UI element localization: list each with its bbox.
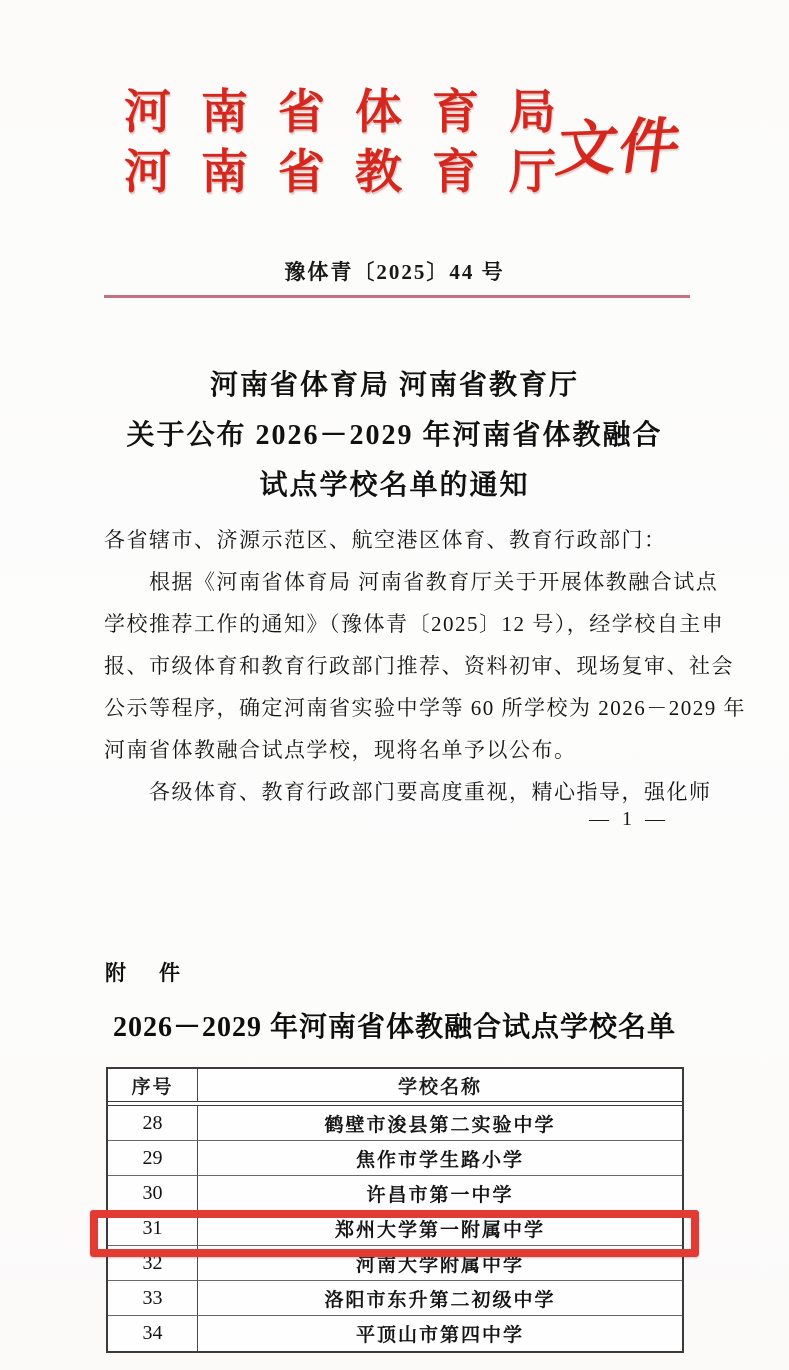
body-line: 根据《河南省体育局 河南省教育厅关于开展体教融合试点 <box>104 570 719 594</box>
body-paragraphs <box>104 519 746 813</box>
cell-no: 32 <box>108 1246 198 1280</box>
table-row <box>108 1316 682 1351</box>
agency-char: 体 <box>355 86 402 139</box>
header-cell-school: 学校名称 <box>397 1076 482 1098</box>
title-line-3: 试点学校名单的通知 <box>259 470 530 501</box>
agency-char: 育 <box>432 86 479 139</box>
cell-no: 33 <box>108 1281 198 1315</box>
title-line-2: 关于公布 2026－2029 年河南省体教融合 <box>126 420 663 451</box>
table-row <box>108 1141 682 1176</box>
letterhead-divider <box>104 295 690 298</box>
agency-char: 南 <box>201 86 248 139</box>
header-cell-no: 序号 <box>108 1069 198 1101</box>
table-row <box>108 1246 682 1281</box>
table-header-row <box>108 1069 682 1102</box>
document-title <box>0 361 789 511</box>
attachment-label: 附 件 <box>105 961 186 985</box>
cell-school: 焦作市学生路小学 <box>355 1149 524 1171</box>
agency-char: 厅 <box>509 146 556 199</box>
cell-school: 郑州大学第一附属中学 <box>334 1219 545 1241</box>
agency-char: 河 <box>124 86 171 139</box>
cell-no: 34 <box>108 1316 198 1351</box>
doc-number: 豫体青〔2025〕44 号 <box>284 260 505 284</box>
school-table <box>106 1067 684 1353</box>
agency-line-2 <box>124 138 556 198</box>
cell-no: 30 <box>108 1176 198 1210</box>
agency-char: 育 <box>432 146 479 199</box>
agency-char: 河 <box>124 146 171 199</box>
attachment-title: 2026－2029 年河南省体教融合试点学校名单 <box>112 1012 676 1043</box>
cell-school: 平顶山市第四中学 <box>355 1325 524 1346</box>
letterhead <box>124 78 556 198</box>
agency-line-1 <box>124 78 556 138</box>
table-row <box>108 1106 682 1141</box>
table-row <box>108 1176 682 1211</box>
agency-char: 省 <box>278 146 325 199</box>
table-row-highlighted <box>108 1211 682 1246</box>
agency-char: 局 <box>509 86 556 139</box>
cell-school: 鹤壁市浚县第二实验中学 <box>324 1114 556 1136</box>
body-line: 报、市级体育和教育行政部门推荐、资料初审、现场复审、社会 <box>104 654 734 678</box>
body-line: 各级体育、教育行政部门要高度重视，精心指导，强化师 <box>104 780 712 804</box>
cell-school: 许昌市第一中学 <box>366 1184 514 1206</box>
body-line: 各省辖市、济源示范区、航空港区体育、教育行政部门： <box>104 528 667 552</box>
page-number: — 1 — <box>589 808 669 830</box>
agency-char: 南 <box>201 146 248 199</box>
cell-school: 洛阳市东升第二初级中学 <box>324 1289 556 1311</box>
body-line: 河南省体教融合试点学校，现将名单予以公布。 <box>104 738 577 762</box>
body-line: 公示等程序，确定河南省实验中学等 60 所学校为 2026－2029 年 <box>104 696 746 720</box>
cell-no: 31 <box>108 1211 198 1245</box>
agency-char: 教 <box>355 146 402 199</box>
doc-type-label: 文件 <box>552 112 687 184</box>
cell-no: 28 <box>108 1106 198 1140</box>
cell-school: 河南大学附属中学 <box>355 1254 524 1276</box>
title-line-1: 河南省体育局 河南省教育厅 <box>209 370 579 401</box>
cell-no: 29 <box>108 1141 198 1175</box>
body-line: 学校推荐工作的通知》（豫体青〔2025〕12 号），经学校自主申 <box>104 612 725 636</box>
table-row <box>108 1281 682 1316</box>
agency-char: 省 <box>278 86 325 139</box>
